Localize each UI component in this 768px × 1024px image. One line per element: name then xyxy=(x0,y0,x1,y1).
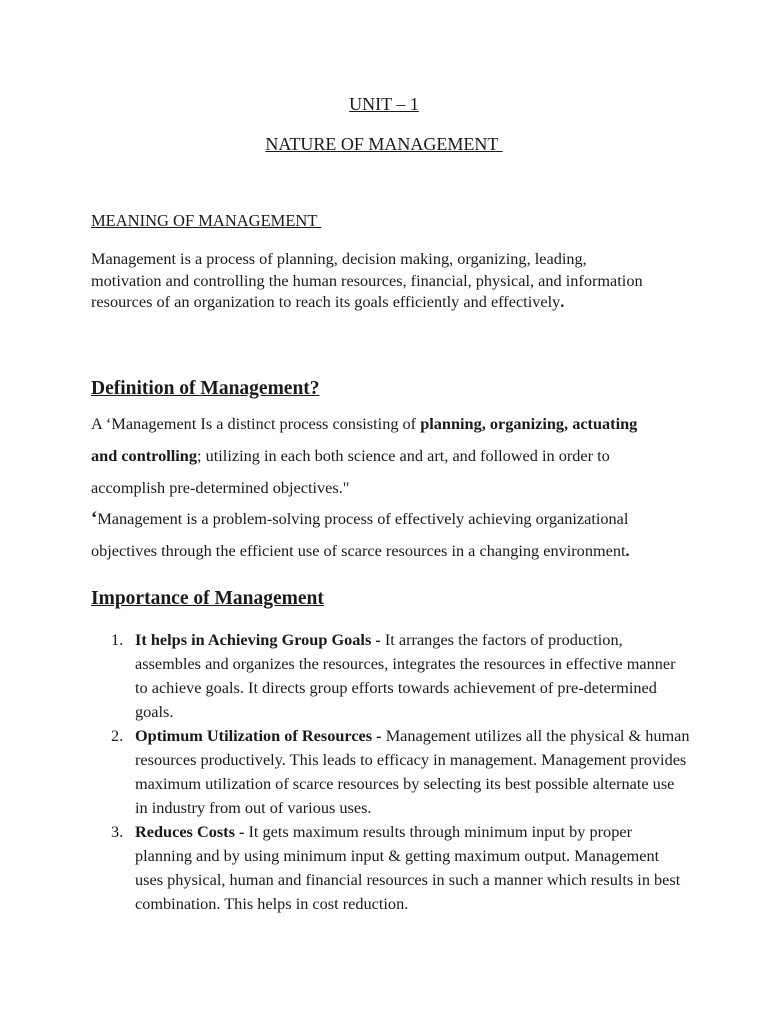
definition-paragraph-2 xyxy=(91,503,681,567)
definition-p2-quote: ‘ xyxy=(91,508,98,529)
meaning-body: Management is a process of planning, decision making, organizing, leading, motivation and controlling the human resources, financial, physical, and information resources of an organization to reach its goals efficiently and effectively xyxy=(91,249,643,311)
chapter-title: NATURE OF MANAGEMENT xyxy=(265,134,503,154)
list-item-title: Optimum Utilization of Resources - xyxy=(135,726,386,745)
definition-heading: Definition of Management? xyxy=(91,378,320,399)
list-item xyxy=(91,820,691,916)
list-item xyxy=(91,628,691,724)
importance-heading: Importance of Management xyxy=(91,588,324,609)
importance-list xyxy=(91,628,691,916)
list-item-text: Management utilizes all the physical & human resources productively. This leads to efficacy in management. Management provides maximum utilization of scarce resources by selecting its best possible alternate use in industry from out of various uses. xyxy=(135,726,690,817)
list-item-title: Reduces Costs - xyxy=(135,822,249,841)
list-item-text: It gets maximum results through minimum input by proper planning and by using minimum input & getting maximum output. Management uses physical, human and financial resources in such a manner which results in best combination. This helps in cost reduction. xyxy=(135,822,681,913)
definition-p2-end: . xyxy=(625,541,630,560)
unit-heading: UNIT – 1 xyxy=(349,94,419,114)
list-item-title: It helps in Achieving Group Goals - xyxy=(135,630,385,649)
meaning-end: . xyxy=(560,292,565,311)
definition-p2-body: Management is a problem-solving process of effectively achieving organizational objectives through the efficient use of scarce resources in a changing environment xyxy=(91,509,629,560)
definition-p1-intro: A ‘Management Is a distinct process consisting of xyxy=(91,414,421,433)
list-item-number: 3. xyxy=(111,822,124,841)
list-item-number: 1. xyxy=(111,630,124,649)
meaning-paragraph xyxy=(91,248,651,313)
definition-paragraph-1 xyxy=(91,408,651,504)
meaning-heading: MEANING OF MANAGEMENT xyxy=(91,211,322,230)
list-item-text: It arranges the factors of production, assembles and organizes the resources, integrates the resources in effective manner to achieve goals. It directs group efforts towards achievement of pre-determined goals. xyxy=(135,630,676,721)
list-item xyxy=(91,724,691,820)
definition-p1-bold: planning, organizing, actuating and controlling xyxy=(91,414,638,465)
list-item-number: 2. xyxy=(111,726,124,745)
definition-p1-rest: ; utilizing in each both science and art, and followed in order to accomplish pre-determined objectives." xyxy=(91,446,610,497)
